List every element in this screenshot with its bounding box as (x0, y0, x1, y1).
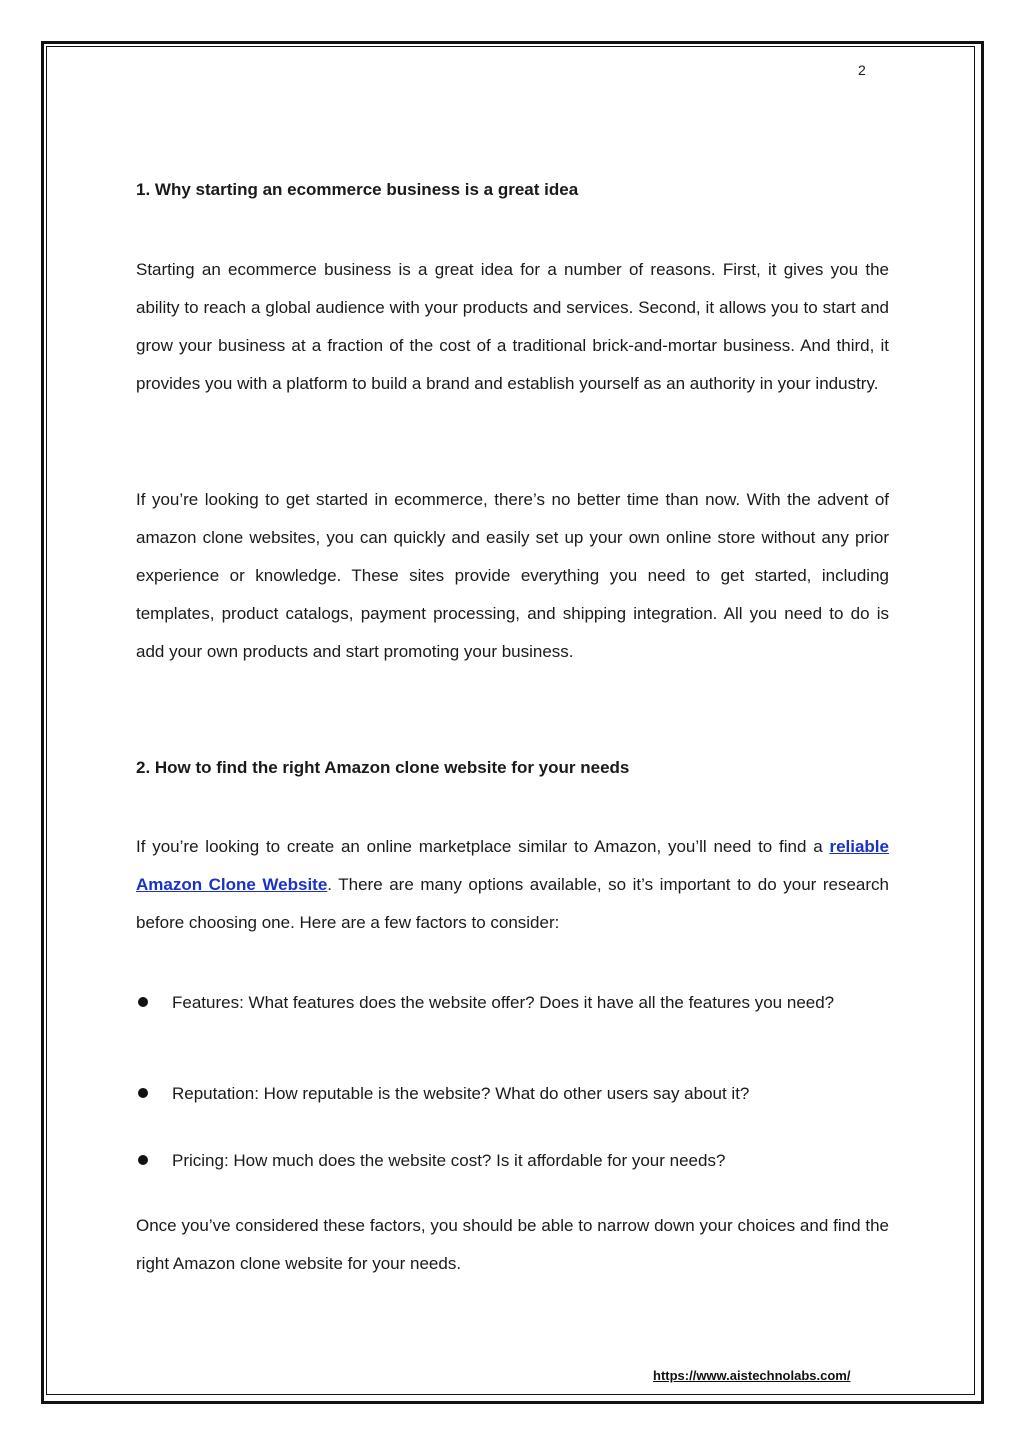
bullet-dot-icon (138, 1155, 148, 1165)
bullet-text: Features: What features does the website offer? Does it have all the features you need? (172, 993, 835, 1012)
amazon-clone-website-link[interactable]: reliable Amazon Clone Website (136, 837, 889, 894)
section1-heading: 1. Why starting an ecommerce business is a great idea (136, 180, 579, 199)
intro-text-after-link: . There are many options available, so it’s important to do your research before choosing one. Here are a few factors to consider: (136, 875, 890, 932)
bullet-text: Reputation: How reputable is the website? What do other users say about it? (172, 1084, 750, 1103)
page-border-inner (46, 46, 975, 1395)
bullet-text: Pricing: How much does the website cost? Is it affordable for your needs? (172, 1151, 726, 1170)
intro-text-before-link: If you’re looking to create an online marketplace similar to Amazon, you’ll need to find a (136, 837, 830, 856)
footer-website-link[interactable]: https://www.aistechnolabs.com/ (653, 1368, 851, 1383)
section2-conclusion: Once you’ve considered these factors, you should be able to narrow down your choices and find the right Amazon clone website for your needs. (136, 1216, 889, 1273)
section1-paragraph2: If you’re looking to get started in ecommerce, there’s no better time than now. With the advent of amazon clone websites, you can quickly and easily set up your own online store without any prior experience or knowledge. These sites provide everything you need to get started, including templates, product catalogs, payment processing, and shipping integration. All you need to do is add your own products and start promoting your business. (136, 490, 889, 661)
section2-heading: 2. How to find the right Amazon clone website for your needs (136, 758, 630, 777)
section2-intro (136, 828, 889, 942)
bullet-dot-icon (138, 1088, 148, 1098)
page-number: 2 (858, 62, 866, 78)
section1-paragraph1: Starting an ecommerce business is a great idea for a number of reasons. First, it gives you the ability to reach a global audience with your products and services. Second, it allows you to start and grow your business at a fraction of the cost of a traditional brick-and-mortar business. And third, it provides you with a platform to build a brand and establish yourself as an authority in your industry. (136, 260, 889, 393)
bullet-dot-icon (138, 997, 148, 1007)
